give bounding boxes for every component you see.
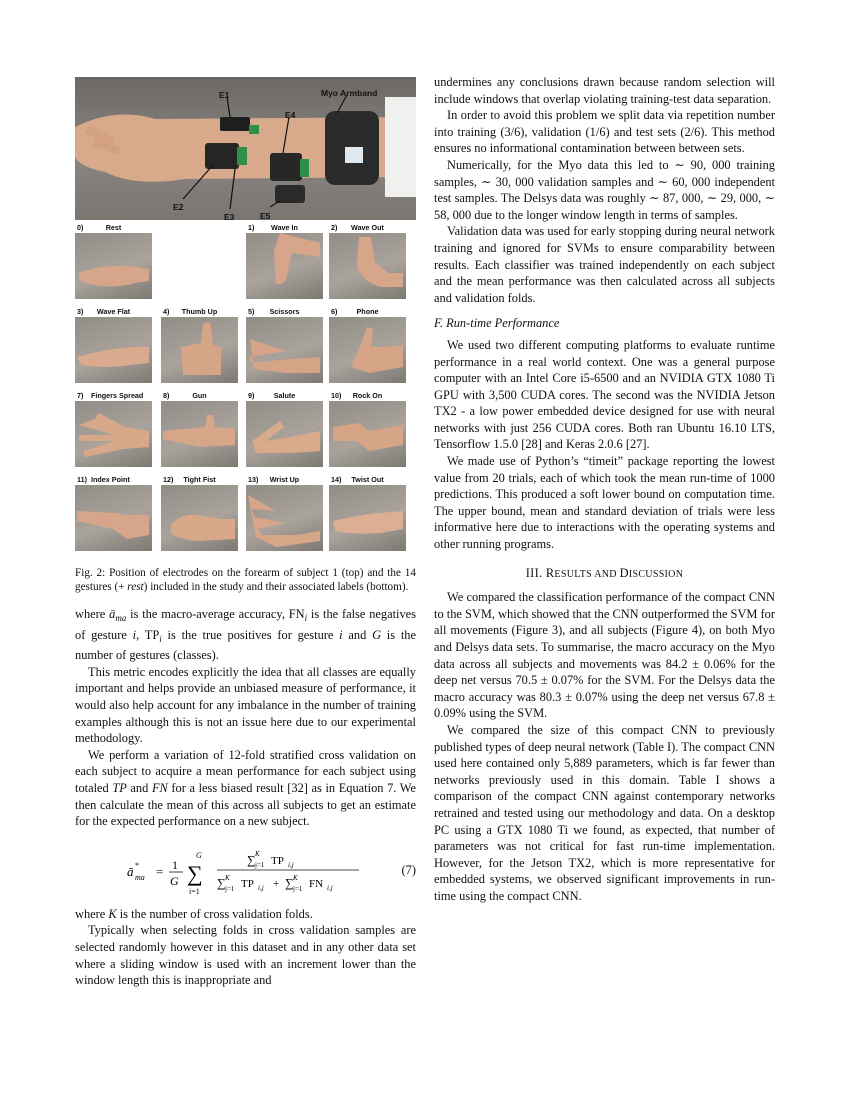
gesture-name: Scissors: [269, 307, 300, 316]
gesture-name: Twist Out: [351, 475, 384, 484]
figure-2: [75, 74, 416, 554]
gesture-number: 11): [77, 475, 87, 484]
gesture-hand-photo: [75, 401, 152, 467]
gesture-hand-photo: [329, 485, 406, 551]
paragraph-sample-counts: Numerically, for the Myo data this led to ∼ 90, 000 training samples, ∼ 30, 000 validation samples and ∼ 60, 000 independent test samples. The Delsys data was roughly ∼ 87, 000, ∼ 29, 000, ∼ 58, 000 due to the longer window length in terms of samples.: [434, 157, 775, 222]
gesture-label: [75, 391, 152, 401]
eq-sum: ∑: [187, 860, 203, 886]
electrode-label-e4: E4: [285, 110, 296, 120]
gesture-name: Thumb Up: [181, 307, 218, 316]
paragraph-validation-usage: Validation data was used for early stopping during neural network training and ignored for SVMs to ensure comparability between results. Each classifier was trained independently on each subject and the mean performance was then calculated across all subjects and validation folds.: [434, 224, 775, 305]
gesture-hand-photo: [329, 233, 406, 299]
svg-text:∑: ∑: [217, 875, 226, 890]
gesture-number: 2): [331, 223, 338, 232]
paragraph-platforms: We used two different computing platforms to evaluate runtime performance in a real world context. One was a general purpose computer with an Intel Core i5-6500 and an NVIDIA GTX 1080 Ti GPU with 3,500 CUDA cores. The second was the NVIDIA Jetson TX2 - a low power embedded device designed for use with neural networks with just 256 CUDA cores. Both ran Ubuntu 16.10 LTS, Tensorflow 1.5.0 [28] and Keras 2.0.6 [27].: [434, 337, 775, 452]
gesture-label: [75, 307, 152, 317]
gesture-tile: [329, 475, 406, 551]
paragraph-metric-encodes: This metric encodes explicitly the idea that all classes are equally important and helps provide an unbiased measure of performance, it would also help account for any imbalance in the number of training examples although this is not an issue here due to our experimental methodology.: [75, 664, 416, 746]
gesture-name: Rock On: [352, 391, 383, 400]
svg-text:TP: TP: [271, 854, 284, 867]
gesture-label: [329, 475, 406, 485]
gesture-label: [75, 475, 152, 485]
gesture-number: 10): [331, 391, 342, 400]
paragraph-k-definition: where K is the number of cross validation folds.: [75, 906, 313, 921]
eq-lhs: ā: [127, 863, 134, 879]
eq-sum-top: G: [196, 850, 202, 860]
left-column: [75, 74, 416, 989]
eq-lhs-sup: *: [135, 860, 139, 870]
gesture-label: [75, 223, 152, 233]
gesture-number: 0): [77, 223, 84, 232]
gesture-hand-photo: [75, 317, 152, 383]
gesture-hand-photo: [246, 317, 323, 383]
gesture-number: 4): [163, 307, 170, 316]
gesture-number: 6): [331, 307, 338, 316]
gesture-name: Wave Out: [351, 223, 384, 232]
svg-text:i,j: i,j: [258, 883, 264, 892]
gesture-label: [161, 475, 238, 485]
gesture-number: 14): [331, 475, 342, 484]
gesture-number: 7): [77, 391, 84, 400]
gesture-hand-photo: [161, 485, 238, 551]
svg-text:i,j: i,j: [327, 883, 333, 892]
svg-text:K: K: [255, 849, 260, 858]
svg-text:j=1: j=1: [293, 884, 303, 893]
subsection-heading-runtime: F. Run-time Performance: [434, 316, 560, 331]
svg-text:∑: ∑: [247, 852, 256, 867]
gesture-label: [161, 307, 238, 317]
svg-text:∑: ∑: [285, 875, 294, 890]
electrode-label-e2: E2: [173, 202, 184, 212]
svg-text:K: K: [293, 873, 298, 882]
equation-graphic: [75, 844, 405, 900]
paragraph-macro-accuracy-definition: where $ā_{ma}$ is the macro-average accuracy, $FN_i$ is the false negatives of gesture i, $TP_i$ is the true positives for gesture i and G is the number of gestures (classes).: [75, 607, 416, 663]
gesture-hand-photo: [75, 233, 152, 299]
gesture-label: [329, 391, 406, 401]
svg-text:i,j: i,j: [288, 860, 294, 869]
svg-text:j=1: j=1: [255, 860, 265, 869]
paragraph-network-size: We compared the size of this compact CNN to previously published types of deep neural network (Table I). The compact CNN used here contained only 5,889 parameters, which is far fewer than networks previously used in this domain. Table I shows a comparison of the compact CNN against contemporary networks retrained and tested using our methodology and data. On a desktop PC using a GTX 1080 Ti we found, as expected, that number of parameters was not critical for fast run-time implementation. However, for the Jetson TX2, which is more representative for embedded systems, we observed significant improvements in run-time using the compact CNN.: [434, 722, 775, 903]
gesture-name: Wrist Up: [269, 475, 300, 484]
gesture-name: Salute: [273, 391, 296, 400]
gesture-hand-photo: [246, 401, 323, 467]
gesture-tile: [329, 307, 406, 383]
gesture-tile: [75, 475, 152, 551]
paragraph-classification-performance: We compared the classification performance of the compact CNN to the SVM, which showed that the CNN outperformed the SVM for all movements (Figure 3), and all subjects (Figure 4), on both Myo and Delsys data sets. To summarise, the macro accuracy on the Myo data across all subjects and movements was 84.2 ± 0.06% for the deep net versus 70.5 ± 0.07% for the SVM. For the Delsys data the macro accuracy was 80.3 ± 0.07% using the deep net versus 67.8 ± 0.09% using the SVM.: [434, 590, 775, 721]
gesture-tile: [161, 307, 238, 383]
figure-caption: Fig. 2: Position of electrodes on the forearm of subject 1 (top) and the 14 gestures (+ rest) included in the study and their associated labels (bottom).: [75, 567, 416, 593]
gesture-number: 13): [248, 475, 259, 484]
equation-number: (7): [401, 862, 416, 877]
gesture-label: [329, 307, 406, 317]
gesture-number: 1): [248, 223, 255, 232]
paragraph-cross-validation: We perform a variation of 12-fold stratified cross validation on each subject to acquire a mean performance for each subject using totaled TP and FN for a less biased result [32] as in Equation 7. We then calculate the mean of this across all subjects to get an estimate for the expected performance on a new subject.: [75, 747, 416, 829]
gesture-name: Tight Fist: [183, 475, 216, 484]
gesture-name: Rest: [105, 223, 122, 232]
electrode-label-e1: E1: [219, 90, 230, 100]
gesture-number: 3): [77, 307, 84, 316]
gesture-tile: [329, 391, 406, 467]
gesture-label: [246, 475, 323, 485]
gesture-hand-photo: [75, 485, 152, 551]
gesture-tile: [246, 475, 323, 551]
gesture-hand-photo: [161, 401, 238, 467]
gesture-label: [246, 391, 323, 401]
paragraph-data-split: In order to avoid this problem we split data via repetition number into training (3/6), validation (1/6) and test sets (2/6). This method ensures no informational contamination between between sets.: [434, 108, 775, 156]
gesture-hand-photo: [246, 233, 323, 299]
eq-sum-bot: i=1: [189, 886, 200, 896]
svg-text:j=1: j=1: [225, 884, 235, 893]
gesture-tile: [161, 391, 238, 467]
gesture-label: [246, 307, 323, 317]
gesture-name: Index Point: [91, 475, 130, 484]
gesture-tile: [246, 223, 323, 299]
gesture-name: Wave Flat: [96, 307, 131, 316]
svg-text:TP: TP: [241, 877, 254, 890]
myo-armband-label: Myo Armband: [321, 88, 378, 98]
paragraph-timeit: We made use of Python’s “timeit” package reporting the lowest value from 20 trials, each of which took the mean run-time of 1000 predictions. This produced a soft lower bound on computation time. The upper bound, mean and standard deviation of trials were less informative here due to interactions with the operating systems and other running programs.: [434, 454, 775, 552]
section-heading-results: III. RESULTS AND DISCUSSION: [525, 565, 684, 580]
electrode-label-e5: E5: [260, 211, 271, 220]
equation-7: [75, 844, 416, 900]
gesture-label: [161, 391, 238, 401]
gesture-tile: [161, 475, 238, 551]
electrode-label-e3: E3: [224, 212, 235, 220]
eq-g: G: [170, 873, 179, 888]
eq-one: 1: [172, 857, 178, 872]
gesture-tile: [246, 391, 323, 467]
gesture-tile: [329, 223, 406, 299]
svg-text:K: K: [225, 873, 230, 882]
gesture-label: [329, 223, 406, 233]
forearm-electrode-photo: [75, 77, 416, 220]
gesture-label: [246, 223, 323, 233]
paragraph-fold-selection: Typically when selecting folds in cross validation samples are selected randomly however in this dataset and in any other data set where a sliding window is used with an increment lower than the window length this is inappropriate and: [75, 923, 416, 988]
eq-lhs-sub: ma: [135, 872, 145, 882]
gesture-hand-photo: [329, 401, 406, 467]
gesture-hand-photo: [329, 317, 406, 383]
svg-text:+: +: [273, 877, 280, 890]
gesture-name: Fingers Spread: [91, 391, 144, 400]
gesture-number: 5): [248, 307, 255, 316]
gesture-number: 9): [248, 391, 255, 400]
gesture-tile: [246, 307, 323, 383]
gesture-number: 12): [163, 475, 174, 484]
right-column: [434, 74, 775, 905]
gesture-tile: [75, 391, 152, 467]
paragraph-undermines: undermines any conclusions drawn because random selection will include windows that overlap violating training-test data separation.: [434, 75, 775, 106]
gesture-number: 8): [163, 391, 170, 400]
gesture-hand-photo: [161, 317, 238, 383]
gesture-name: Phone: [356, 307, 379, 316]
svg-text:=: =: [156, 863, 164, 879]
gesture-name: Gun: [192, 391, 207, 400]
gesture-hand-photo: [246, 485, 323, 551]
gesture-tile: [75, 307, 152, 383]
gesture-name: Wave In: [271, 223, 298, 232]
gesture-tile: [75, 223, 152, 299]
svg-text:FN: FN: [309, 877, 324, 890]
